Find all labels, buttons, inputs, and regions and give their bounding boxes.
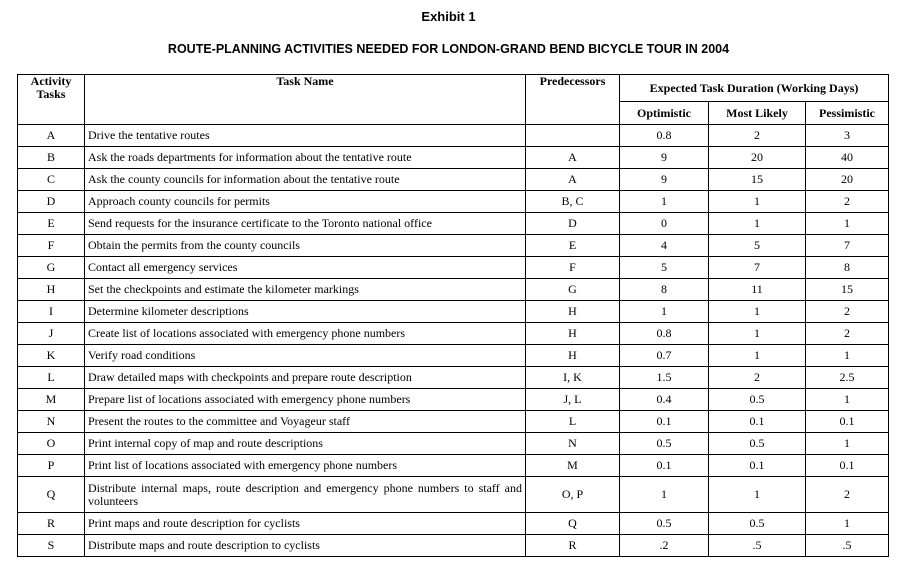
cell-pessimistic: 2 xyxy=(806,323,889,345)
cell-optimistic: 0.8 xyxy=(620,125,709,147)
cell-pessimistic: 1 xyxy=(806,389,889,411)
cell-optimistic: 0.1 xyxy=(620,411,709,433)
cell-most-likely: 1 xyxy=(709,191,806,213)
cell-pessimistic: 8 xyxy=(806,257,889,279)
table-row xyxy=(18,389,889,411)
cell-predecessors: I, K xyxy=(526,367,620,389)
cell-predecessors xyxy=(526,125,620,147)
table-body xyxy=(18,125,889,557)
table-row xyxy=(18,257,889,279)
cell-task-name: Set the checkpoints and estimate the kilometer markings xyxy=(85,279,526,301)
table-row xyxy=(18,279,889,301)
cell-optimistic: 0.8 xyxy=(620,323,709,345)
header-optimistic: Optimistic xyxy=(620,102,709,125)
table-row xyxy=(18,455,889,477)
cell-predecessors: A xyxy=(526,147,620,169)
cell-most-likely: 1 xyxy=(709,477,806,513)
cell-predecessors: A xyxy=(526,169,620,191)
cell-predecessors: B, C xyxy=(526,191,620,213)
cell-optimistic: 0.1 xyxy=(620,455,709,477)
cell-activity: S xyxy=(18,535,85,557)
table-row xyxy=(18,345,889,367)
cell-predecessors: M xyxy=(526,455,620,477)
cell-pessimistic: 1 xyxy=(806,345,889,367)
cell-predecessors: H xyxy=(526,323,620,345)
header-predecessors: Predecessors xyxy=(526,75,620,125)
cell-activity: E xyxy=(18,213,85,235)
cell-predecessors: L xyxy=(526,411,620,433)
table-row xyxy=(18,535,889,557)
cell-task-name: Obtain the permits from the county councils xyxy=(85,235,526,257)
cell-activity: G xyxy=(18,257,85,279)
cell-predecessors: H xyxy=(526,345,620,367)
cell-most-likely: 0.1 xyxy=(709,455,806,477)
cell-optimistic: 0.7 xyxy=(620,345,709,367)
cell-activity: L xyxy=(18,367,85,389)
cell-optimistic: 8 xyxy=(620,279,709,301)
cell-task-name: Distribute maps and route description to cyclists xyxy=(85,535,526,557)
cell-most-likely: 15 xyxy=(709,169,806,191)
table-row xyxy=(18,147,889,169)
cell-most-likely: 2 xyxy=(709,125,806,147)
table-row xyxy=(18,323,889,345)
cell-pessimistic: 2 xyxy=(806,191,889,213)
cell-most-likely: 0.5 xyxy=(709,513,806,535)
cell-activity: B xyxy=(18,147,85,169)
cell-predecessors: J, L xyxy=(526,389,620,411)
cell-optimistic: 0.5 xyxy=(620,513,709,535)
cell-activity: D xyxy=(18,191,85,213)
cell-most-likely: 0.5 xyxy=(709,433,806,455)
cell-task-name: Print maps and route description for cyclists xyxy=(85,513,526,535)
cell-task-name: Verify road conditions xyxy=(85,345,526,367)
cell-pessimistic: .5 xyxy=(806,535,889,557)
table-row xyxy=(18,477,889,513)
cell-task-name: Create list of locations associated with emergency phone numbers xyxy=(85,323,526,345)
table-row xyxy=(18,213,889,235)
cell-task-name: Contact all emergency services xyxy=(85,257,526,279)
cell-task-name: Distribute internal maps, route description and emergency phone numbers to staff and volunteers xyxy=(85,477,526,513)
cell-optimistic: 1 xyxy=(620,301,709,323)
cell-activity: A xyxy=(18,125,85,147)
cell-activity: I xyxy=(18,301,85,323)
cell-activity: N xyxy=(18,411,85,433)
header-activity-tasks: Activity Tasks xyxy=(18,75,85,125)
cell-task-name: Print internal copy of map and route descriptions xyxy=(85,433,526,455)
cell-task-name: Present the routes to the committee and Voyageur staff xyxy=(85,411,526,433)
cell-predecessors: R xyxy=(526,535,620,557)
cell-optimistic: 1 xyxy=(620,477,709,513)
cell-most-likely: 7 xyxy=(709,257,806,279)
cell-predecessors: N xyxy=(526,433,620,455)
table-row xyxy=(18,125,889,147)
cell-optimistic: 9 xyxy=(620,147,709,169)
cell-activity: O xyxy=(18,433,85,455)
cell-task-name: Ask the county councils for information about the tentative route xyxy=(85,169,526,191)
cell-predecessors: F xyxy=(526,257,620,279)
exhibit-label: Exhibit 1 xyxy=(421,9,476,24)
header-pessimistic: Pessimistic xyxy=(806,102,889,125)
cell-pessimistic: 40 xyxy=(806,147,889,169)
cell-pessimistic: 2 xyxy=(806,477,889,513)
cell-most-likely: 0.5 xyxy=(709,389,806,411)
cell-pessimistic: 7 xyxy=(806,235,889,257)
cell-activity: H xyxy=(18,279,85,301)
cell-optimistic: 1 xyxy=(620,191,709,213)
cell-optimistic: 1.5 xyxy=(620,367,709,389)
cell-optimistic: 0 xyxy=(620,213,709,235)
cell-activity: J xyxy=(18,323,85,345)
cell-activity: R xyxy=(18,513,85,535)
cell-activity: P xyxy=(18,455,85,477)
cell-task-name: Approach county councils for permits xyxy=(85,191,526,213)
cell-task-name: Prepare list of locations associated with emergency phone numbers xyxy=(85,389,526,411)
cell-task-name: Print list of locations associated with emergency phone numbers xyxy=(85,455,526,477)
cell-predecessors: Q xyxy=(526,513,620,535)
cell-activity: C xyxy=(18,169,85,191)
cell-optimistic: 0.5 xyxy=(620,433,709,455)
cell-predecessors: G xyxy=(526,279,620,301)
cell-most-likely: 5 xyxy=(709,235,806,257)
table-row xyxy=(18,433,889,455)
table-row xyxy=(18,367,889,389)
cell-most-likely: 11 xyxy=(709,279,806,301)
cell-activity: M xyxy=(18,389,85,411)
cell-pessimistic: 2.5 xyxy=(806,367,889,389)
header-row xyxy=(18,75,889,102)
cell-activity: Q xyxy=(18,477,85,513)
header-expected-duration: Expected Task Duration (Working Days) xyxy=(620,75,889,102)
cell-pessimistic: 1 xyxy=(806,433,889,455)
cell-most-likely: 1 xyxy=(709,213,806,235)
cell-most-likely: 1 xyxy=(709,301,806,323)
cell-predecessors: O, P xyxy=(526,477,620,513)
cell-task-name: Ask the roads departments for information about the tentative route xyxy=(85,147,526,169)
cell-task-name: Drive the tentative routes xyxy=(85,125,526,147)
cell-optimistic: .2 xyxy=(620,535,709,557)
cell-pessimistic: 15 xyxy=(806,279,889,301)
table-row xyxy=(18,235,889,257)
cell-most-likely: .5 xyxy=(709,535,806,557)
cell-predecessors: H xyxy=(526,301,620,323)
cell-most-likely: 20 xyxy=(709,147,806,169)
table-row xyxy=(18,169,889,191)
cell-pessimistic: 1 xyxy=(806,513,889,535)
header-most-likely: Most Likely xyxy=(709,102,806,125)
cell-most-likely: 2 xyxy=(709,367,806,389)
cell-predecessors: D xyxy=(526,213,620,235)
cell-task-name: Draw detailed maps with checkpoints and prepare route description xyxy=(85,367,526,389)
cell-pessimistic: 3 xyxy=(806,125,889,147)
table-row xyxy=(18,513,889,535)
cell-optimistic: 5 xyxy=(620,257,709,279)
page-title: ROUTE-PLANNING ACTIVITIES NEEDED FOR LONDON-GRAND BEND BICYCLE TOUR IN 2004 xyxy=(167,42,730,56)
cell-pessimistic: 20 xyxy=(806,169,889,191)
cell-task-name: Send requests for the insurance certificate to the Toronto national office xyxy=(85,213,526,235)
cell-optimistic: 4 xyxy=(620,235,709,257)
header-task-name: Task Name xyxy=(85,75,526,125)
cell-optimistic: 0.4 xyxy=(620,389,709,411)
cell-task-name: Determine kilometer descriptions xyxy=(85,301,526,323)
cell-pessimistic: 0.1 xyxy=(806,411,889,433)
cell-pessimistic: 2 xyxy=(806,301,889,323)
table-row xyxy=(18,301,889,323)
cell-predecessors: E xyxy=(526,235,620,257)
table-row xyxy=(18,411,889,433)
cell-pessimistic: 1 xyxy=(806,213,889,235)
activities-table xyxy=(17,74,889,557)
cell-most-likely: 1 xyxy=(709,345,806,367)
cell-activity: K xyxy=(18,345,85,367)
cell-pessimistic: 0.1 xyxy=(806,455,889,477)
cell-most-likely: 0.1 xyxy=(709,411,806,433)
cell-most-likely: 1 xyxy=(709,323,806,345)
table-row xyxy=(18,191,889,213)
cell-optimistic: 9 xyxy=(620,169,709,191)
cell-activity: F xyxy=(18,235,85,257)
